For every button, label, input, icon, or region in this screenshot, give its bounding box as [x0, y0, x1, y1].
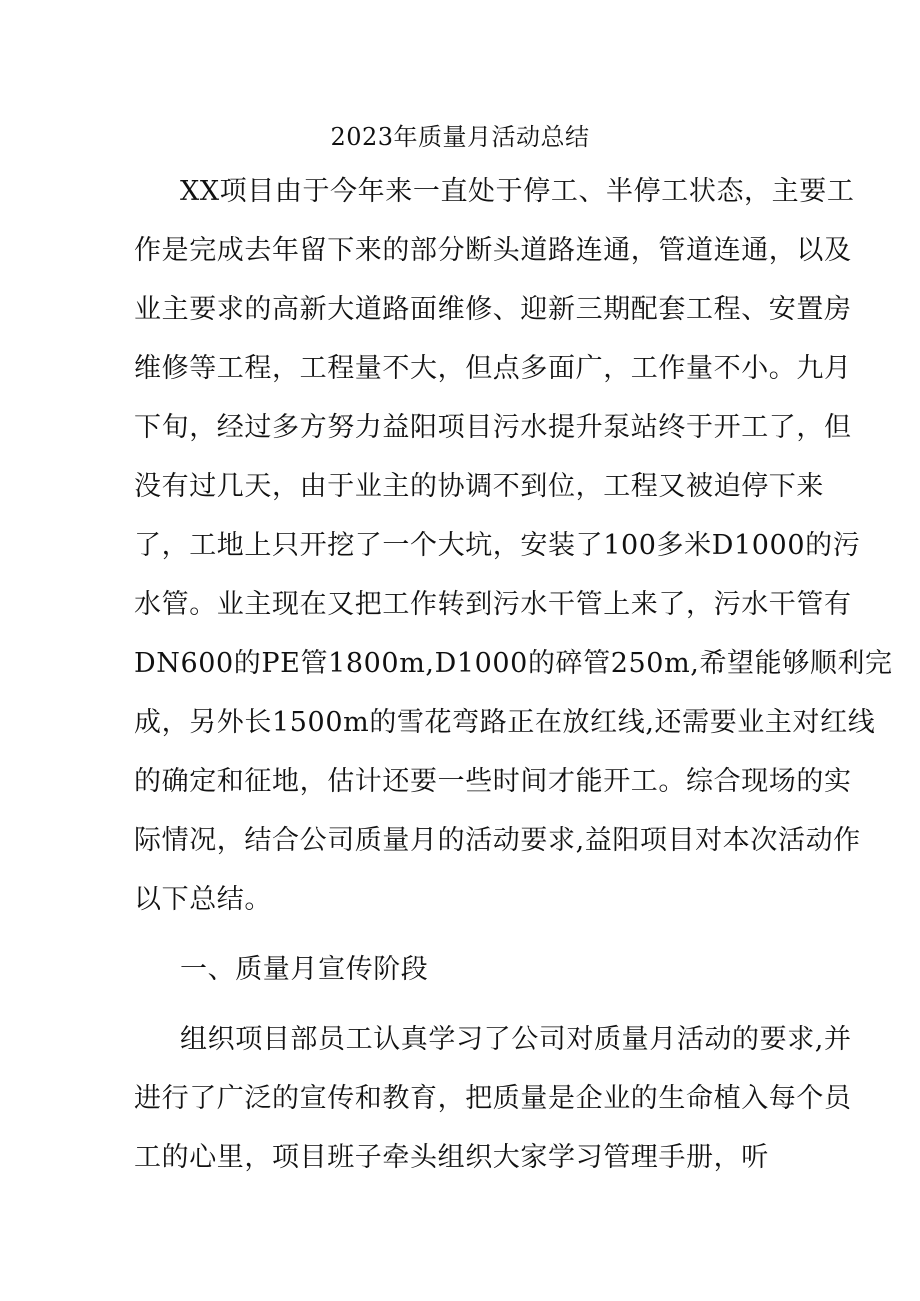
paragraph-line: 的确定和征地，估计还要一些时间才能开工。综合现场的实: [134, 766, 852, 797]
paragraph-line: 际情况，结合公司质量月的活动要求,益阳项目对本次活动作: [134, 825, 861, 856]
paragraph-line: DN600的PE管1800m,D1000的碎管250m,希望能够顺利完: [134, 648, 893, 679]
paragraph-line: 组织项目部员工认真学习了公司对质量月活动的要求,并: [180, 1024, 852, 1055]
paragraph-line: 工的心里，项目班子牵头组织大家学习管理手册，听: [134, 1142, 769, 1173]
paragraph-line: 维修等工程，工程量不大，但点多面广，工作量不小。九月: [134, 353, 852, 384]
paragraph-line: 以下总结。: [134, 884, 272, 915]
document-title: 2023年质量月活动总结: [330, 123, 590, 151]
section-heading: 一、质量月宣传阶段: [180, 954, 429, 985]
paragraph-line: 业主要求的高新大道路面维修、迎新三期配套工程、安置房: [134, 294, 852, 325]
paragraph-line: XX项目由于今年来一直处于停工、半停工状态，主要工: [180, 176, 855, 207]
paragraph-line: 了，工地上只开挖了一个大坑，安装了100多米D1000的污: [134, 530, 861, 561]
paragraph-line: 作是完成去年留下来的部分断头道路连通，管道连通，以及: [134, 235, 852, 266]
paragraph-line: 进行了广泛的宣传和教育，把质量是企业的生命植入每个员: [134, 1083, 852, 1114]
paragraph-line: 成，另外长1500m的雪花弯路正在放红线,还需要业主对红线: [134, 707, 876, 738]
paragraph-line: 下旬，经过多方努力益阳项目污水提升泵站终于开工了，但: [134, 412, 852, 443]
paragraph-line: 水管。业主现在又把工作转到污水干管上来了，污水干管有: [134, 589, 852, 620]
paragraph-line: 没有过几天，由于业主的协调不到位，工程又被迫停下来: [134, 471, 824, 502]
